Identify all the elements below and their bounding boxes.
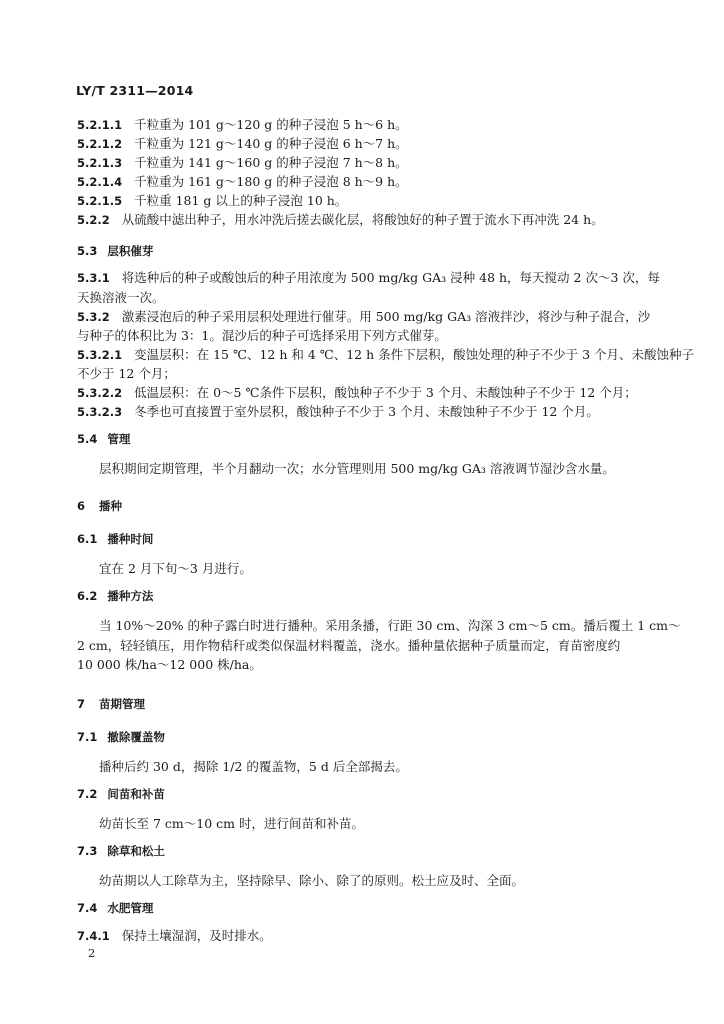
- section-heading-7-1: [77, 729, 165, 745]
- section-heading-5-4: [77, 431, 130, 447]
- clause-5-3-2-line1: [77, 309, 650, 325]
- section-6-2-line1: 当 10%～20% 的种子露白时进行播种。采用条播，行距 30 cm、沟深 3 cm～5 cm。播后覆土 1 cm～: [99, 618, 681, 633]
- section-title: 层积催芽: [107, 244, 154, 258]
- clause-text: 保持土壤湿润，及时排水。: [121, 928, 272, 943]
- section-number: 7.1: [77, 730, 98, 744]
- section-title: 除草和松土: [107, 844, 165, 858]
- clause-5-3-1-line2: 天换溶液一次。: [77, 290, 165, 305]
- clause-5-3-2-1-line1: [77, 347, 694, 363]
- clause-5-2-1-3: [77, 155, 408, 171]
- clause-7-4-1: [77, 928, 272, 944]
- clause-number: 5.3.2.2: [77, 386, 123, 400]
- clause-text: 激素浸泡后的种子采用层积处理进行催芽。用 500 mg/kg GA₃ 溶液拌沙，将沙与种子混合，沙: [121, 309, 651, 324]
- clause-number: 5.2.1.1: [77, 118, 123, 132]
- section-7-2-text: 幼苗长至 7 cm～10 cm 时，进行间苗和补苗。: [99, 816, 364, 831]
- clause-text: 低温层积：在 0～5 ℃条件下层积，酸蚀种子不少于 3 个月、未酸蚀种子不少于 12 个月；: [134, 385, 637, 400]
- section-number: 5.3: [77, 244, 98, 258]
- section-heading-6: [77, 498, 122, 514]
- section-heading-7: [77, 696, 145, 712]
- clause-5-3-2-1-line2: 不少于 12 个月；: [77, 366, 176, 381]
- clause-5-3-1-line1: [77, 270, 660, 286]
- clause-5-2-2: [77, 212, 604, 228]
- clause-5-2-1-4: [77, 174, 408, 190]
- clause-number: 5.2.1.3: [77, 156, 123, 170]
- page-number: 2: [88, 946, 96, 960]
- standard-id-header: LY/T 2311—2014: [76, 83, 194, 98]
- section-title: 水肥管理: [107, 901, 154, 915]
- clause-5-2-1-5: [77, 193, 347, 209]
- section-6-2-line3: 10 000 株/ha～12 000 株/ha。: [77, 657, 262, 672]
- section-title: 苗期管理: [99, 697, 146, 711]
- section-heading-7-4: [77, 900, 153, 916]
- clause-number: 5.2.1.2: [77, 137, 123, 151]
- section-title: 播种方法: [107, 589, 154, 603]
- section-heading-7-2: [77, 786, 165, 802]
- clause-text: 冬季也可直接置于室外层积，酸蚀种子不少于 3 个月、未酸蚀种子不少于 12 个月。: [134, 404, 599, 419]
- clause-number: 5.3.1: [77, 271, 110, 285]
- clause-5-3-2-2: [77, 385, 637, 401]
- clause-text: 千粒重为 161 g～180 g 的种子浸泡 8 h～9 h。: [134, 174, 408, 189]
- clause-text: 千粒重为 141 g～160 g 的种子浸泡 7 h～8 h。: [134, 155, 408, 170]
- section-title: 撤除覆盖物: [107, 730, 165, 744]
- clause-number: 5.3.2.3: [77, 405, 123, 419]
- section-number: 7.4: [77, 901, 98, 915]
- section-number: 6.1: [77, 532, 98, 546]
- section-6-2-line2: 2 cm，轻轻镇压，用作物秸秆或类似保温材料覆盖，浇水。播种量依据种子质量而定，育苗密度约: [77, 638, 621, 653]
- section-title: 播种时间: [107, 532, 154, 546]
- clause-5-3-2-line2: 与种子的体积比为 3：1。混沙后的种子可选择采用下列方式催芽。: [77, 328, 447, 343]
- clause-5-2-1-1: [77, 117, 408, 133]
- section-6-1-text: 宜在 2 月下旬～3 月进行。: [99, 561, 252, 576]
- clause-text: 将选种后的种子或酸蚀后的种子用浓度为 500 mg/kg GA₃ 浸种 48 h，每天搅动 2 次～3 次，每: [121, 270, 660, 285]
- section-number: 6.2: [77, 589, 98, 603]
- section-number: 7: [77, 697, 86, 711]
- section-heading-6-2: [77, 588, 153, 604]
- clause-text: 从硫酸中滤出种子，用水冲洗后搓去碳化层，将酸蚀好的种子置于流水下再冲洗 24 h。: [121, 212, 604, 227]
- section-title: 播种: [99, 499, 123, 513]
- clause-number: 5.3.2: [77, 310, 110, 324]
- clause-number: 7.4.1: [77, 929, 110, 943]
- section-heading-6-1: [77, 531, 153, 547]
- clause-number: 5.2.1.5: [77, 194, 123, 208]
- section-5-4-text: 层积期间定期管理，半个月翻动一次；水分管理则用 500 mg/kg GA₃ 溶液调节湿沙含水量。: [99, 461, 615, 476]
- clause-number: 5.2.2: [77, 213, 110, 227]
- section-number: 6: [77, 499, 86, 513]
- section-number: 7.2: [77, 787, 98, 801]
- section-7-1-text: 播种后约 30 d，揭除 1/2 的覆盖物，5 d 后全部揭去。: [99, 759, 408, 774]
- clause-text: 千粒重为 101 g～120 g 的种子浸泡 5 h～6 h。: [134, 117, 408, 132]
- section-title: 管理: [107, 432, 131, 446]
- clause-text: 变温层积：在 15 ℃、12 h 和 4 ℃、12 h 条件下层积，酸蚀处理的种子不少于 3 个月、未酸蚀种子: [134, 347, 695, 362]
- clause-number: 5.3.2.1: [77, 348, 123, 362]
- section-number: 5.4: [77, 432, 98, 446]
- section-title: 间苗和补苗: [107, 787, 165, 801]
- clause-5-3-2-3: [77, 404, 599, 420]
- clause-5-2-1-2: [77, 136, 408, 152]
- clause-text: 千粒重 181 g 以上的种子浸泡 10 h。: [134, 193, 348, 208]
- section-heading-7-3: [77, 843, 165, 859]
- clause-text: 千粒重为 121 g～140 g 的种子浸泡 6 h～7 h。: [134, 136, 408, 151]
- section-heading-5-3: [77, 243, 153, 259]
- section-number: 7.3: [77, 844, 98, 858]
- section-7-3-text: 幼苗期以人工除草为主，坚持除早、除小、除了的原则。松土应及时、全面。: [99, 873, 525, 888]
- clause-number: 5.2.1.4: [77, 175, 123, 189]
